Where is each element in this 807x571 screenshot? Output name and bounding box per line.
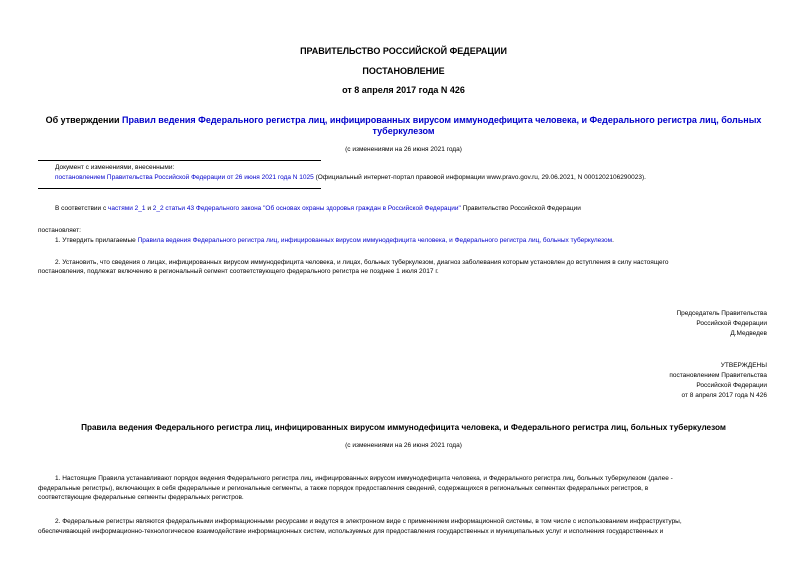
preamble-end: Правительство Российской Федерации xyxy=(460,205,581,212)
changes-line xyxy=(55,173,646,182)
item-1-end: . xyxy=(612,237,614,244)
approved-by: постановлением Правительства xyxy=(669,372,767,379)
approved-label: УТВЕРЖДЕНЫ xyxy=(720,362,767,369)
signature-country: Российской Федерации xyxy=(696,320,767,327)
approved-date: от 8 апреля 2017 года N 426 xyxy=(681,392,767,399)
divider-top xyxy=(38,160,321,161)
approved-country: Российской Федерации xyxy=(696,382,767,389)
item-1-rules-link[interactable]: Правила ведения Федерального регистра лиц, инфицированных вирусом иммунодефицита человека, и Федерального регистра лиц, больных туберкулезом xyxy=(137,237,613,244)
signature-name: Д.Медведев xyxy=(730,330,767,337)
rules-p1-line-2: федеральные регистры), включающих в себя федеральные и региональные сегменты, а также порядок предоставления сведений, содержащихся в региональных сегментах федеральных регистров, в xyxy=(38,485,649,492)
changes-source: (Официальный интернет-портал правовой информации www.pravo.gov.ru, 29.06.2021, N 0001202106290023). xyxy=(313,174,646,181)
resolution-heading: ПОСТАНОВЛЕНИЕ xyxy=(362,66,445,76)
government-heading: ПРАВИТЕЛЬСТВО РОССИЙСКОЙ ФЕДЕРАЦИИ xyxy=(300,46,507,56)
edition-note: (с изменениями на 26 июня 2021 года) xyxy=(345,146,462,153)
preamble-start: В соответствии с xyxy=(55,205,109,212)
preamble-and: и xyxy=(145,205,153,212)
rules-p2-line-1: 2. Федеральные регистры являются федеральными информационными ресурсами и ведутся в электронном виде с применением информационной системы, в том числе с использованием инфраструктуры, xyxy=(55,518,682,525)
title-prefix: Об утверждении xyxy=(45,115,123,125)
rules-p1-line-1: 1. Настоящие Правила устанавливают порядок ведения Федерального регистра лиц, инфицированных вирусом иммунодефицита человека, и Федерального регистра лиц, больных туберкулезом (далее - xyxy=(55,475,673,482)
changes-heading: Документ с изменениями, внесенными: xyxy=(55,164,175,171)
document-title xyxy=(40,115,767,137)
item-2-line-2: постановления, подлежат включению в региональный сегмент соответствующего федерального регистра не позднее 1 июля 2017 г. xyxy=(38,268,439,275)
item-1-text: 1. Утвердить прилагаемые xyxy=(55,237,138,244)
title-rules-link[interactable]: Правил ведения Федерального регистра лиц, инфицированных вирусом иммунодефицита человека, и Федерального регистра лиц, больных туберкулезом xyxy=(122,115,762,136)
rules-p2-line-2: обеспечивающей информационно-технологическое взаимодействие информационных систем, используемых для предоставления государственных и муниципальных услуг и исполнения государственных и xyxy=(38,528,664,535)
law-part-2-2-link[interactable]: 2_2 статьи 43 Федерального закона "Об основах охраны здоровья граждан в Российской Федерации" xyxy=(152,205,461,212)
law-part-2-1-link[interactable]: частями 2_1 xyxy=(108,205,146,212)
item-1 xyxy=(55,236,614,245)
rules-p1-line-3: соответствующие федеральные сегменты федеральных регистров. xyxy=(38,494,244,501)
preamble xyxy=(55,204,581,213)
rules-edition-note: (с изменениями на 26 июня 2021 года) xyxy=(345,442,462,449)
decides-label: постановляет: xyxy=(38,227,81,234)
changes-decree-link[interactable]: постановлением Правительства Российской Федерации от 26 июня 2021 года N 1025 xyxy=(55,174,314,181)
rules-title: Правила ведения Федерального регистра лиц, инфицированных вирусом иммунодефицита человека, и Федерального регистра лиц, больных туберкулезом xyxy=(81,423,726,432)
resolution-date: от 8 апреля 2017 года N 426 xyxy=(342,85,465,95)
signature-position: Председатель Правительства xyxy=(676,310,767,317)
item-2-line-1: 2. Установить, что сведения о лицах, инфицированных вирусом иммунодефицита человека, и лицах, больных туберкулезом, диагноз заболевания которым установлен до вступления в силу настоящего xyxy=(55,259,669,266)
divider-bottom xyxy=(38,188,321,189)
